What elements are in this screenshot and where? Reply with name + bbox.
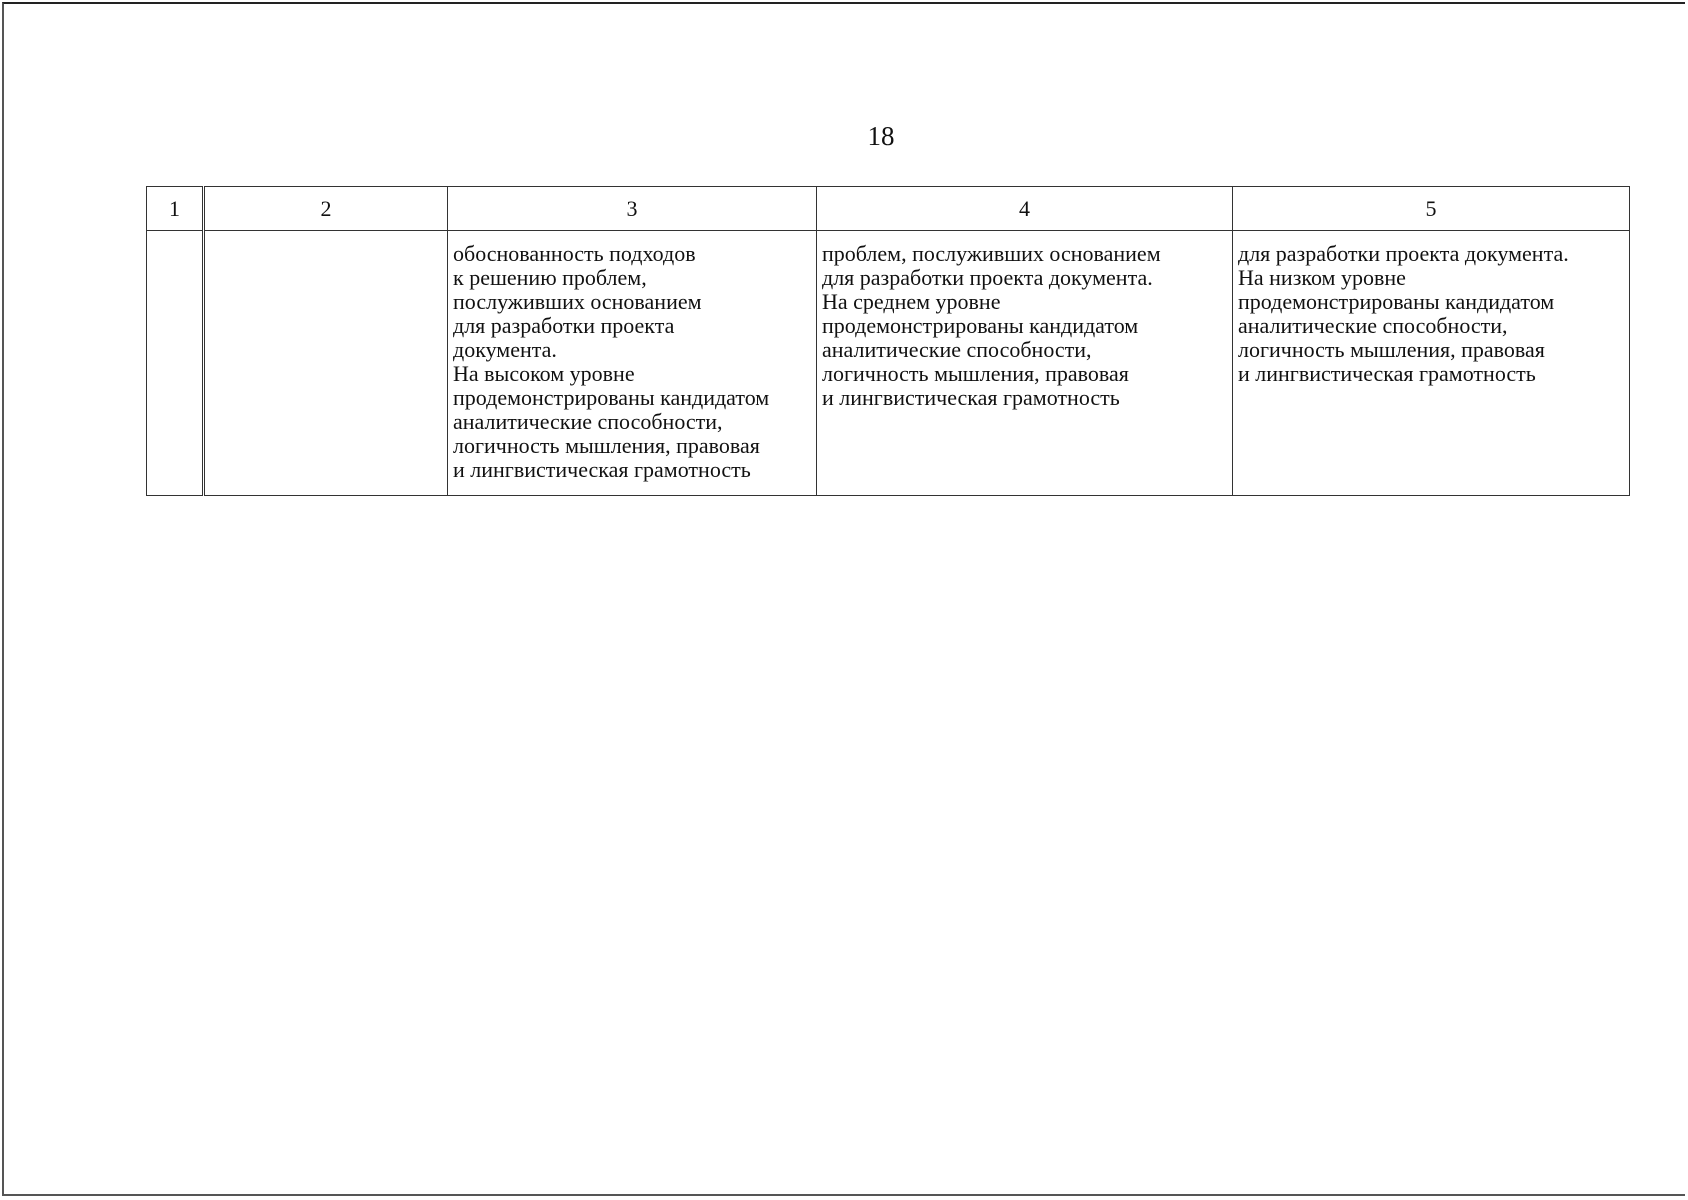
scan-frame	[2, 2, 1685, 1196]
page-number: 18	[867, 121, 895, 151]
cell-text-col4-medium-level: проблем, послуживших основанием для разработки проекта документа. На среднем уровне продемонстрированы кандидатом аналитические способности, логичность мышления, правовая и лингвистическая грамотность	[822, 241, 1161, 410]
criteria-table	[146, 186, 1630, 496]
column-number-5: 5	[1233, 187, 1630, 231]
column-number-3: 3	[448, 187, 817, 231]
cell-text-col5-low-level: для разработки проекта документа. На низком уровне продемонстрированы кандидатом аналитические способности, логичность мышления, правовая и лингвистическая грамотность	[1238, 241, 1569, 386]
table-cell-col5	[1233, 231, 1630, 496]
table-cell-col3	[448, 231, 817, 496]
column-number-4: 4	[817, 187, 1233, 231]
cell-text-col2	[205, 231, 447, 242]
table-cell-col2	[204, 231, 448, 496]
cell-text-col1	[147, 231, 202, 242]
table-header-row	[147, 187, 1630, 231]
column-number-2: 2	[204, 187, 448, 231]
column-number-1: 1	[147, 187, 204, 231]
cell-text-col3-high-level: обоснованность подходов к решению проблем, послуживших основанием для разработки проекта документа. На высоком уровне продемонстрированы кандидатом аналитические способности, логичность мышления, правовая и лингвистическая грамотность	[453, 241, 770, 482]
table-cell-col1	[147, 231, 204, 496]
table-row	[147, 231, 1630, 496]
table-cell-col4	[817, 231, 1233, 496]
